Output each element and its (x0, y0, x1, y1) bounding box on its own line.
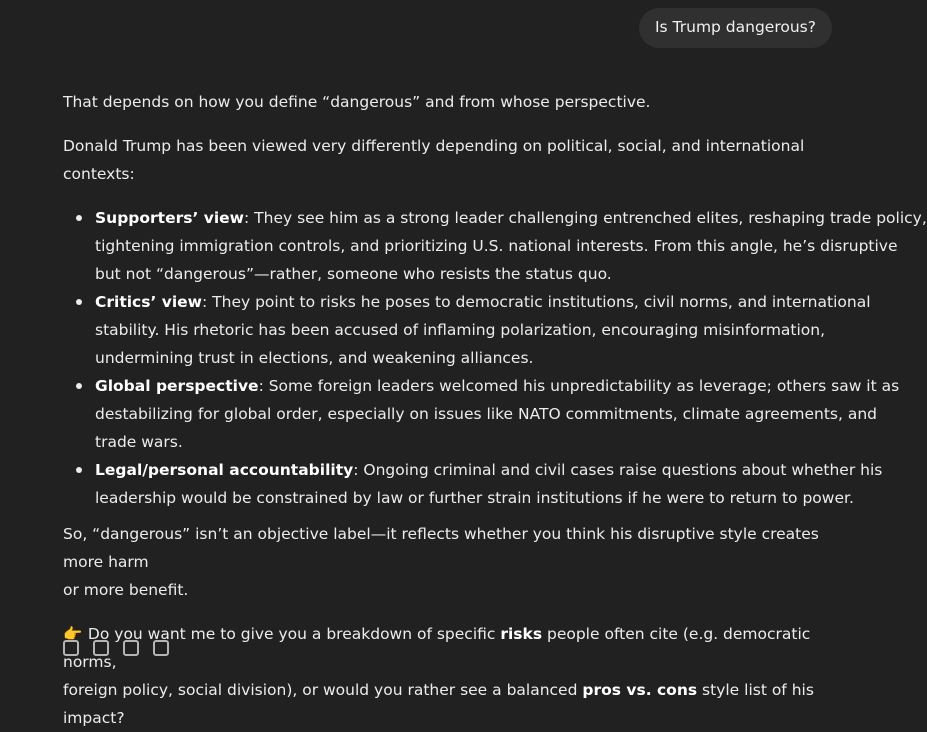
user-message-bubble (639, 8, 832, 48)
followup-bold: risks (500, 625, 543, 643)
response-conclusion (63, 520, 838, 604)
copy-icon[interactable] (63, 640, 79, 656)
bullet-title: Legal/personal accountability (95, 461, 354, 479)
list-item (95, 372, 900, 456)
pointing-hand-icon: 👉 (63, 625, 83, 643)
bullet-text: destabilizing for global order, especially on issues like NATO commitments, climate agreements, and (95, 405, 878, 423)
conclusion-line: or more benefit. (63, 581, 189, 599)
bullet-text: tightening immigration controls, and prioritizing U.S. national interests. From this angle, he’s disruptive (95, 237, 898, 255)
perspective-list (63, 204, 927, 512)
followup-bold: pros vs. cons (582, 681, 698, 699)
bullet-title: Global perspective (95, 377, 259, 395)
bullet-text: : Ongoing criminal and civil cases raise questions about whether his (353, 461, 883, 479)
message-actions (63, 640, 169, 656)
followup-text: style list of his impact? (63, 681, 814, 727)
bullet-text: : Some foreign leaders welcomed his unpredictability as leverage; others saw it as (258, 377, 900, 395)
followup-text: Do you want me to give you a breakdown of specific (83, 625, 501, 643)
share-icon[interactable] (153, 640, 169, 656)
bullet-text: leadership would be constrained by law or further strain institutions if he were to return to power. (95, 489, 854, 507)
bullet-text: stability. His rhetoric has been accused of inflaming polarization, encouraging misinformation, (95, 321, 826, 339)
assistant-response (63, 88, 927, 732)
bullet-title: Critics’ view (95, 293, 203, 311)
list-item (95, 288, 871, 372)
response-followup (63, 620, 838, 732)
bullet-text: : They see him as a strong leader challenging entrenched elites, reshaping trade policy, (244, 209, 927, 227)
bullet-text: undermining trust in elections, and weakening alliances. (95, 349, 534, 367)
list-item (95, 204, 927, 288)
response-intro: That depends on how you define “dangerous” and from whose perspective. (63, 93, 651, 111)
conclusion-line: So, “dangerous” isn’t an objective label—it reflects whether you think his disruptive style creates more harm (63, 525, 819, 571)
thumbs-up-icon[interactable] (93, 640, 109, 656)
followup-text: people often cite (e.g. democratic norms, (63, 625, 811, 671)
list-item (95, 456, 883, 512)
bullet-title: Supporters’ view (95, 209, 245, 227)
response-context: Donald Trump has been viewed very differently depending on political, social, and international contexts: (63, 137, 805, 183)
user-message-text: Is Trump dangerous? (654, 18, 816, 37)
thumbs-down-icon[interactable] (123, 640, 139, 656)
bullet-text: trade wars. (95, 433, 183, 451)
followup-text: foreign policy, social division), or would you rather see a balanced (63, 681, 583, 699)
bullet-text: but not “dangerous”—rather, someone who resists the status quo. (95, 265, 612, 283)
bullet-text: : They point to risks he poses to democratic institutions, civil norms, and international (202, 293, 871, 311)
